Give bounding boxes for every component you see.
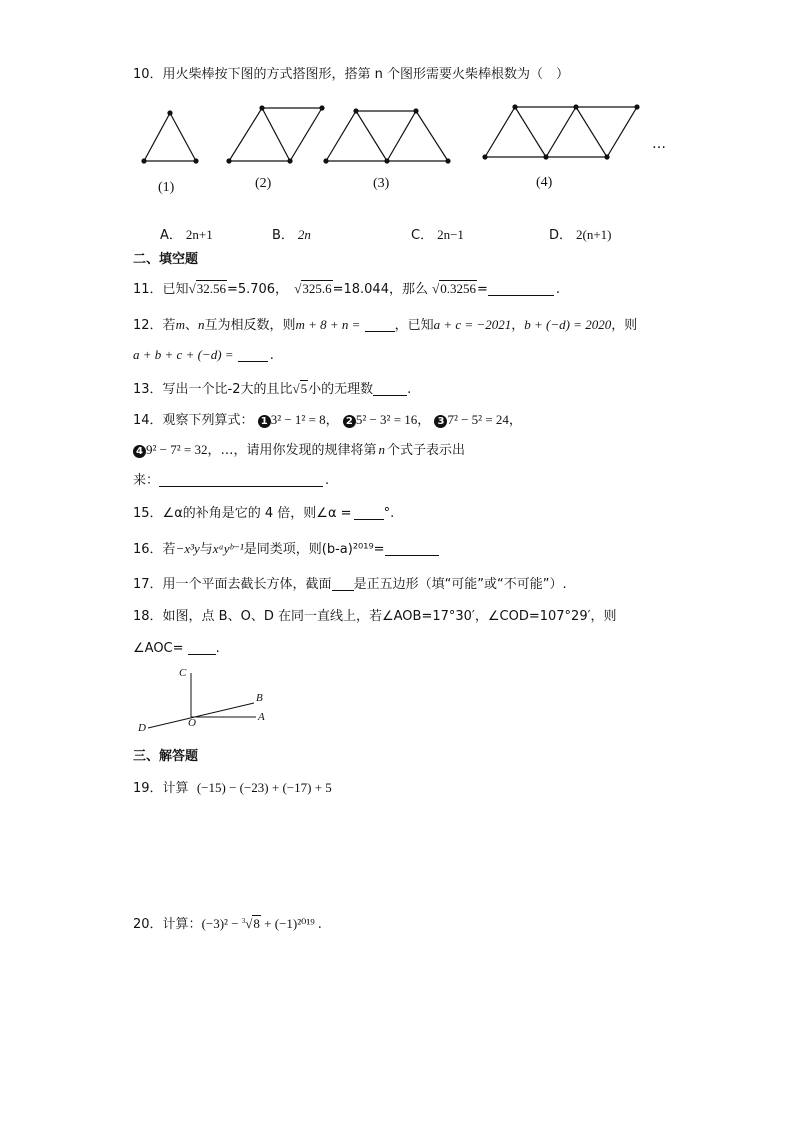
q11: 11．已知√32.56=5.706， √325.6=18.044，那么 √0.3256= . [133, 281, 561, 297]
q17-answer-blank[interactable] [332, 576, 354, 591]
q15-answer-blank[interactable] [354, 505, 384, 520]
figure-4-triangles [483, 105, 639, 159]
figure-2-triangles [227, 106, 324, 163]
figure-label-3: (3) [373, 176, 390, 191]
figure-ellipsis: … [652, 136, 666, 152]
option-b[interactable]: B． 2n [272, 227, 311, 243]
q10-text: 10．用火柴棒按下图的方式搭图形，搭第 n 个图形需要火柴棒根数为（ ） [133, 67, 570, 82]
option-c[interactable]: C． 2n−1 [411, 227, 464, 243]
q16: 16．若−x³y与xᵃyᵇ⁻¹是同类项，则(b-a)²⁰¹⁹= [133, 540, 439, 559]
label-b: B [256, 692, 263, 704]
circled-number-4: 4 [133, 445, 146, 458]
q15: 15．∠α的补角是它的 4 倍，则∠α = °. [133, 506, 395, 521]
line-bd [148, 703, 254, 728]
q16-answer-blank[interactable] [385, 541, 439, 556]
matchstick-figures [0, 95, 794, 295]
option-a[interactable]: A． 2n+1 [160, 227, 213, 243]
section-title-solutions: 三、解答题 [133, 749, 199, 764]
label-a: A [258, 711, 265, 723]
q14-line2: 4 9² − 7² = 32，…，请用你发现的规律将第 n 个式子表示出 [133, 441, 465, 460]
figure-label-1: (1) [158, 180, 175, 195]
q17: 17．用一个平面去截长方体，截面 是正五边形（填“可能”或“不可能”）. [133, 577, 567, 592]
q13-answer-blank[interactable] [373, 381, 407, 396]
q14-line3: 来： . [133, 473, 330, 488]
q12-answer-blank-1[interactable] [365, 317, 395, 332]
figure-label-2: (2) [255, 176, 272, 191]
figure-3-triangles [324, 109, 450, 163]
circled-number-2: 2 [343, 415, 356, 428]
q14-line1: 14．观察下列算式： 1 3² − 1² = 8， 2 5² − 3² = 16， 3 7² − 5² = 24， [133, 412, 522, 428]
q18-answer-blank[interactable] [188, 640, 216, 655]
q12-line2: a + b + c + (−d) = . [133, 347, 274, 363]
angle-figure [130, 663, 290, 743]
q18-line2: ∠AOC= . [133, 641, 220, 656]
circled-number-3: 3 [434, 415, 447, 428]
q18-line1: 18．如图，点 B、O、D 在同一直线上，若∠AOB=17°30′，∠COD=107°29′，则 [133, 609, 617, 624]
label-o: O [188, 717, 196, 729]
section-title-fill-in: 二、填空题 [133, 252, 199, 267]
figure-label-4: (4) [536, 175, 553, 190]
q12-line1: 12．若m、n互为相反数，则m + 8 + n = ，已知a + c = −2021，b + (−d) = 2020，则 [133, 317, 638, 333]
q12-answer-blank-2[interactable] [238, 347, 268, 362]
q20: 20．计算：(−3)² − $^3$√8 + (−1)²⁰¹⁹ . [133, 916, 322, 932]
q14-answer-blank[interactable] [159, 472, 323, 487]
q13: 13．写出一个比-2大的且比√5小的无理数 . [133, 381, 412, 397]
label-d: D [138, 722, 146, 734]
figure-1-triangle [142, 111, 198, 163]
q11-answer-blank[interactable] [488, 281, 554, 296]
option-d[interactable]: D． 2(n+1) [549, 227, 612, 243]
label-c: C [179, 667, 187, 679]
q19: 19．计算 (−15) − (−23) + (−17) + 5 [133, 780, 332, 796]
circled-number-1: 1 [258, 415, 271, 428]
